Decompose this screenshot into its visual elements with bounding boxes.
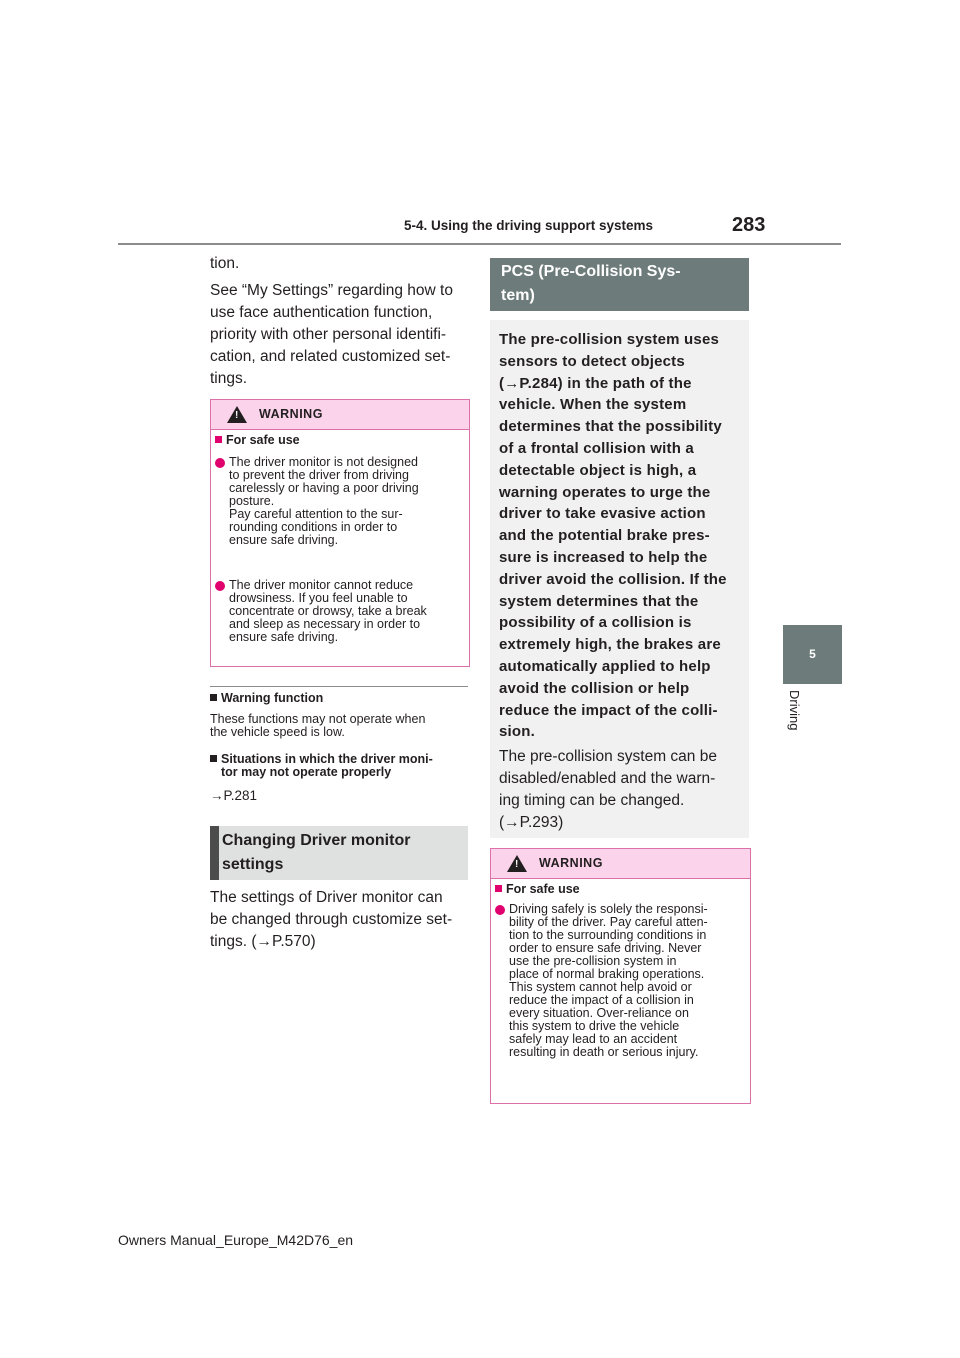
intro-line: tion.	[210, 255, 240, 272]
warning-box-driver-monitor	[210, 399, 470, 667]
pcs-line: detectable object is high, a	[499, 461, 697, 479]
pcs-line: and the potential brake pres-	[499, 527, 710, 545]
settings-line: tings. (→P.570)	[210, 933, 316, 950]
warning-item	[229, 579, 467, 644]
warning-subhead	[495, 883, 580, 896]
square-bullet-icon	[215, 436, 222, 443]
section-title-line: settings	[222, 856, 284, 873]
warning-item	[229, 456, 467, 547]
intro-line: priority with other personal identifi-	[210, 326, 447, 343]
warning-line: and sleep as necessary in order to	[229, 617, 421, 631]
warning-header	[491, 849, 750, 879]
warning-subhead-text: For safe use	[226, 433, 300, 447]
warning-line: tion to the surrounding conditions in	[509, 928, 707, 942]
note-title-text: Warning function	[221, 691, 324, 705]
warning-line: place of normal braking operations.	[509, 967, 705, 981]
section-title: 5-4. Using the driving support systems	[404, 218, 654, 233]
pcs-description-panel	[490, 320, 749, 838]
warning-line: rounding conditions in order to	[229, 520, 398, 534]
settings-line: The settings of Driver monitor can	[210, 889, 443, 906]
warning-subhead-text: For safe use	[506, 882, 580, 896]
pcs-line: (→P.293)	[499, 814, 564, 831]
square-bullet-icon	[495, 885, 502, 892]
intro-line: cation, and related customized set-	[210, 348, 451, 365]
pcs-line: extremely high, the brakes are	[499, 636, 721, 654]
pcs-line: system determines that the	[499, 592, 699, 610]
chapter-tab[interactable]: 5	[783, 625, 842, 684]
bullet-dot-icon	[215, 458, 225, 468]
intro-line: use face authentication function,	[210, 304, 433, 321]
warning-line: bility of the driver. Pay careful atten-	[509, 915, 708, 929]
warning-line: reduce the impact of a collision in	[509, 993, 694, 1007]
pcs-line: determines that the possibility	[499, 418, 722, 436]
pcs-line: reduce the impact of the colli-	[499, 701, 718, 719]
bullet-dot-icon	[215, 581, 225, 591]
warning-line: posture.	[229, 494, 275, 508]
square-bullet-icon	[210, 694, 217, 701]
pcs-line: vehicle. When the system	[499, 396, 687, 414]
section-stripe	[210, 826, 219, 880]
bullet-dot-icon	[495, 905, 505, 915]
warning-line: use the pre-collision system in	[509, 954, 677, 968]
pcs-line: sensors to detect objects	[499, 352, 685, 370]
warning-line: order to ensure safe driving. Never	[509, 941, 702, 955]
warning-box-pcs	[490, 848, 751, 1104]
warning-line: every situation. Over-reliance on	[509, 1006, 689, 1020]
pcs-line: of a frontal collision with a	[499, 439, 694, 457]
page-reference-link[interactable]: →P.281	[210, 788, 258, 803]
warning-line: ensure safe driving.	[229, 630, 339, 644]
warning-line: The driver monitor cannot reduce	[229, 578, 414, 592]
intro-line: See “My Settings” regarding how to	[210, 282, 453, 299]
pcs-line: warning operates to urge the	[499, 483, 711, 501]
note-situations-title	[210, 753, 470, 779]
note-line: the vehicle speed is low.	[210, 725, 345, 739]
warning-title: WARNING	[539, 856, 603, 870]
settings-text	[210, 887, 452, 953]
pcs-line: The pre-collision system can be	[499, 748, 717, 765]
warning-line: safely may lead to an accident	[509, 1032, 678, 1046]
pcs-line: sion.	[499, 723, 536, 741]
warning-header	[211, 400, 469, 430]
intro-text	[210, 253, 453, 390]
note-warning-function-title	[210, 692, 323, 705]
notes-divider	[210, 686, 468, 687]
pcs-line: avoid the collision or help	[499, 679, 690, 697]
chapter-side-label	[786, 690, 806, 750]
page-number: 283	[732, 214, 766, 236]
pcs-line: automatically applied to help	[499, 657, 711, 675]
warning-line: This system cannot help avoid or	[509, 980, 692, 994]
section-heading-changing-settings	[210, 826, 468, 880]
pcs-line: (→P.284) in the path of the	[499, 374, 692, 392]
warning-line: resulting in death or serious injury.	[509, 1045, 699, 1059]
square-bullet-icon	[210, 755, 217, 762]
pcs-title-line: tem)	[501, 287, 535, 304]
note-title-line: tor may not operate properly	[221, 765, 392, 779]
pcs-line: possibility of a collision is	[499, 614, 692, 632]
settings-line: be changed through customize set-	[210, 911, 453, 928]
warning-subhead	[215, 434, 300, 447]
pcs-line: sure is increased to help the	[499, 548, 708, 566]
pcs-description-bold	[499, 329, 747, 743]
section-title	[222, 829, 410, 877]
warning-line: Driving safely is solely the responsi-	[509, 902, 708, 916]
pcs-title-line: PCS (Pre-Collision Sys-	[501, 263, 681, 280]
pcs-line: driver avoid the collision. If the	[499, 570, 727, 588]
warning-item	[509, 903, 749, 1059]
intro-line: tings.	[210, 370, 248, 387]
pcs-line: disabled/enabled and the warn-	[499, 770, 716, 787]
warning-line: concentrate or drowsy, take a break	[229, 604, 427, 618]
warning-line: drowsiness. If you feel unable to	[229, 591, 408, 605]
pcs-description-normal	[499, 746, 747, 834]
pcs-line: The pre-collision system uses	[499, 331, 720, 348]
footer-text: Owners Manual_Europe_M42D76_en	[118, 1232, 354, 1248]
chapter-label: Driving	[787, 690, 802, 731]
note-line: These functions may not operate when	[210, 712, 426, 726]
header-divider	[118, 243, 841, 245]
pcs-heading	[490, 258, 749, 311]
pcs-line: driver to take evasive action	[499, 505, 706, 523]
warning-triangle-icon	[227, 406, 247, 423]
warning-title: WARNING	[259, 407, 323, 421]
warning-line: carelessly or having a poor driving	[229, 481, 419, 495]
note-title-text: Situations in which the driver moni-	[221, 752, 433, 766]
warning-line: ensure safe driving.	[229, 533, 339, 547]
section-title-line: Changing Driver monitor	[222, 832, 411, 849]
warning-line: The driver monitor is not designed	[229, 455, 418, 469]
warning-line: Pay careful attention to the sur-	[229, 507, 403, 521]
warning-line: this system to drive the vehicle	[509, 1019, 680, 1033]
warning-line: to prevent the driver from driving	[229, 468, 409, 482]
warning-triangle-icon	[507, 855, 527, 872]
note-warning-function-text	[210, 713, 470, 739]
pcs-title	[501, 260, 681, 308]
pcs-line: ing timing can be changed.	[499, 792, 685, 809]
